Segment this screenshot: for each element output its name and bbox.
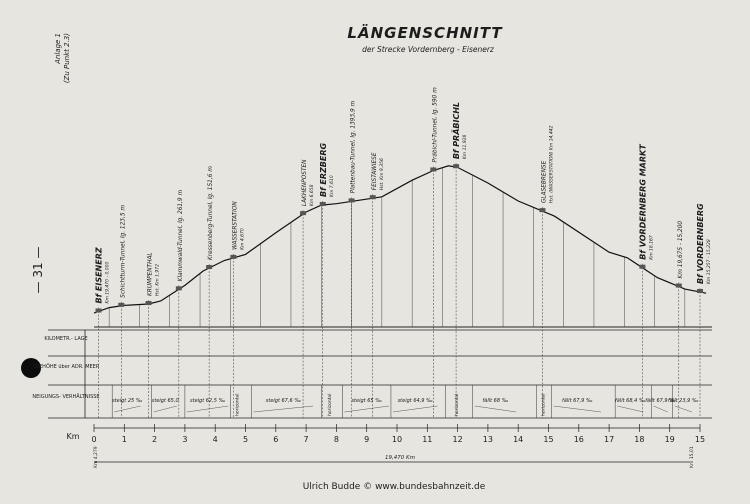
row-label-gradient: NEIGUNGS- VERHÄLTNISSE (32, 394, 100, 400)
station-name: Kressenberg-Tunnel, lg. 151,6 m (208, 166, 215, 261)
axis-tick-label: 18 (634, 435, 645, 444)
station-km-label: Hst. Km 9,356 (379, 158, 385, 191)
station-marker (118, 303, 124, 307)
axis-tick-label: 4 (212, 435, 218, 444)
diagram-title: LÄNGENSCHNITT (347, 24, 503, 42)
axis-tick-label: 5 (242, 435, 249, 444)
axis-tick-label: 13 (482, 435, 493, 444)
axis-tick-label: 12 (452, 435, 463, 444)
station-km-label: Km 6,658 (310, 184, 316, 207)
gradient-slope (475, 406, 516, 412)
station-marker (176, 286, 182, 290)
profile-gridlines (109, 168, 685, 327)
station-km-label: Km 7,610 (329, 175, 335, 197)
axis-tick-label: 6 (273, 435, 279, 444)
diagram-subtitle: der Strecke Vordernberg - Eisenerz (362, 45, 494, 54)
credit-watermark: Ulrich Budde © www.bundesbahnzeit.de (302, 482, 486, 492)
station-name: GLASEBRENSE (541, 160, 548, 204)
axis-tick-label: 17 (604, 435, 615, 444)
station-marker (676, 284, 682, 288)
gradient-slope (154, 406, 177, 412)
bottom-left-note: Km 4,279 (94, 446, 99, 468)
row-label-kilometrage: KILOMETR.- LAGE (44, 336, 88, 342)
gradient-slope (254, 406, 314, 412)
station-marker (320, 202, 326, 206)
station-name: Plattenbau-Tunnel, lg. 1393,9 m (350, 100, 357, 194)
station-km-label: Km 11,928 (463, 134, 469, 160)
station-marker (430, 167, 436, 171)
gradient-label: fällt 23,9 ‰ (668, 398, 699, 404)
station-marker (639, 265, 645, 269)
station-marker (370, 195, 376, 199)
axis-tick-label: 19 (664, 435, 675, 444)
axis-tick-label: 16 (573, 435, 584, 444)
axis-tick-label: 7 (303, 435, 309, 444)
annex-reference: (Zu Punkt 2.3) (63, 33, 71, 84)
km-axis (91, 424, 705, 444)
axis-tick-label: 3 (182, 435, 188, 444)
station-name: Bf EISENERZ (94, 247, 104, 304)
gradient-label: steigt 65 ‰ (351, 398, 382, 404)
axis-tick-label: 9 (364, 435, 370, 444)
axis-tick-label: 1 (121, 435, 127, 444)
gradient-slope (675, 406, 692, 412)
axis-tick-label: 0 (91, 435, 97, 444)
table-frame (48, 330, 712, 418)
gradient-label: steigt 62,5 ‰ (190, 398, 226, 404)
gradient-slope (114, 406, 140, 412)
gradient-label: fällt 68 ‰ (482, 398, 509, 404)
station-name: Bf VORDERNBERG (696, 203, 705, 285)
page-number: — 31 — (31, 246, 45, 294)
station-marker (146, 301, 152, 305)
station-labels (95, 87, 712, 418)
gradient-label: steigt 67,6 ‰ (265, 398, 301, 404)
axis-tick-label: 10 (391, 435, 403, 444)
gradient-label: horizontal (541, 393, 547, 416)
total-length-label: 19,470 Km (385, 455, 415, 461)
gradient-label: fällt 68,4 ‰ (614, 398, 646, 404)
gradient-label: steigt 65,0 (151, 398, 179, 404)
gradient-label: horizontal (327, 393, 333, 416)
gradient-label: horizontal (455, 393, 461, 416)
gradient-label: fällt 67,9 ‰ (561, 398, 593, 404)
station-km-label: Km 4,670 (240, 228, 246, 250)
gradient-label: fällt 67,9 ‰ (645, 398, 676, 404)
axis-tick-label: 8 (333, 435, 339, 444)
row-label-elevation: SEEHÖHE über ADR. MEER (32, 364, 100, 370)
station-marker (230, 255, 236, 259)
gradient-slope (617, 406, 643, 412)
station-name: KRUMPENTHAL (147, 252, 154, 297)
station-marker (96, 308, 102, 312)
axis-tick-label: 15 (543, 435, 554, 444)
gradient-slope (393, 406, 437, 412)
station-km-label: Km 18,167 (649, 235, 655, 260)
gradient-label: steigt 25 ‰ (112, 398, 143, 404)
axis-tick-label: 2 (152, 435, 158, 444)
gradient-row (112, 385, 699, 418)
gradient-slope (554, 406, 602, 412)
station-km-label: Hst. Km 1,972 (155, 263, 161, 297)
station-marker (349, 198, 355, 202)
station-name: FEISTAWIESE (371, 152, 378, 191)
station-km-label: Km 19,470 - 0,000 (105, 261, 111, 304)
station-marker (206, 265, 212, 269)
station-marker (539, 208, 545, 212)
station-name: Bf ERZBERG (318, 142, 328, 197)
station-name: Bf VORDERNBERG MARKT (638, 144, 648, 260)
gradient-slope (654, 406, 668, 412)
station-name: Klammwald-Tunnel, lg. 261,9 m (177, 189, 184, 282)
bottom-right-note: Km 15,01 (690, 446, 695, 468)
station-name: Km 19,675 - 15,200 (677, 220, 684, 279)
station-marker (697, 289, 703, 293)
station-name: LAKHENPOSTEN (302, 159, 309, 207)
station-km-label: Hst. (WASSERSTATION) Km 14,442 (549, 125, 555, 204)
axis-tick-label: 15 (694, 435, 706, 444)
station-name: Bf PRÄBICHL (452, 101, 462, 160)
station-marker (453, 164, 459, 168)
gradient-slope (344, 406, 388, 412)
gradient-label: steigt 64,9 ‰ (397, 398, 433, 404)
annex-label: Anlage 1 (54, 33, 62, 64)
gradient-slope (187, 406, 228, 412)
profile-line (94, 166, 706, 313)
station-name: Präbichl-Tunnel, lg. 590 m (432, 87, 439, 163)
station-name: WASSERSTATION (232, 201, 239, 250)
station-marker (300, 211, 306, 215)
axis-tick-label: 14 (513, 435, 524, 444)
axis-tick-label: 11 (422, 435, 433, 444)
gradient-label: horizontal (235, 393, 241, 416)
station-name: Schichtturm-Tunnel, lg. 123,5 m (120, 204, 127, 298)
row-label-km: Km (66, 432, 80, 441)
station-km-label: Km 15,257 - 15,228 (707, 239, 712, 285)
